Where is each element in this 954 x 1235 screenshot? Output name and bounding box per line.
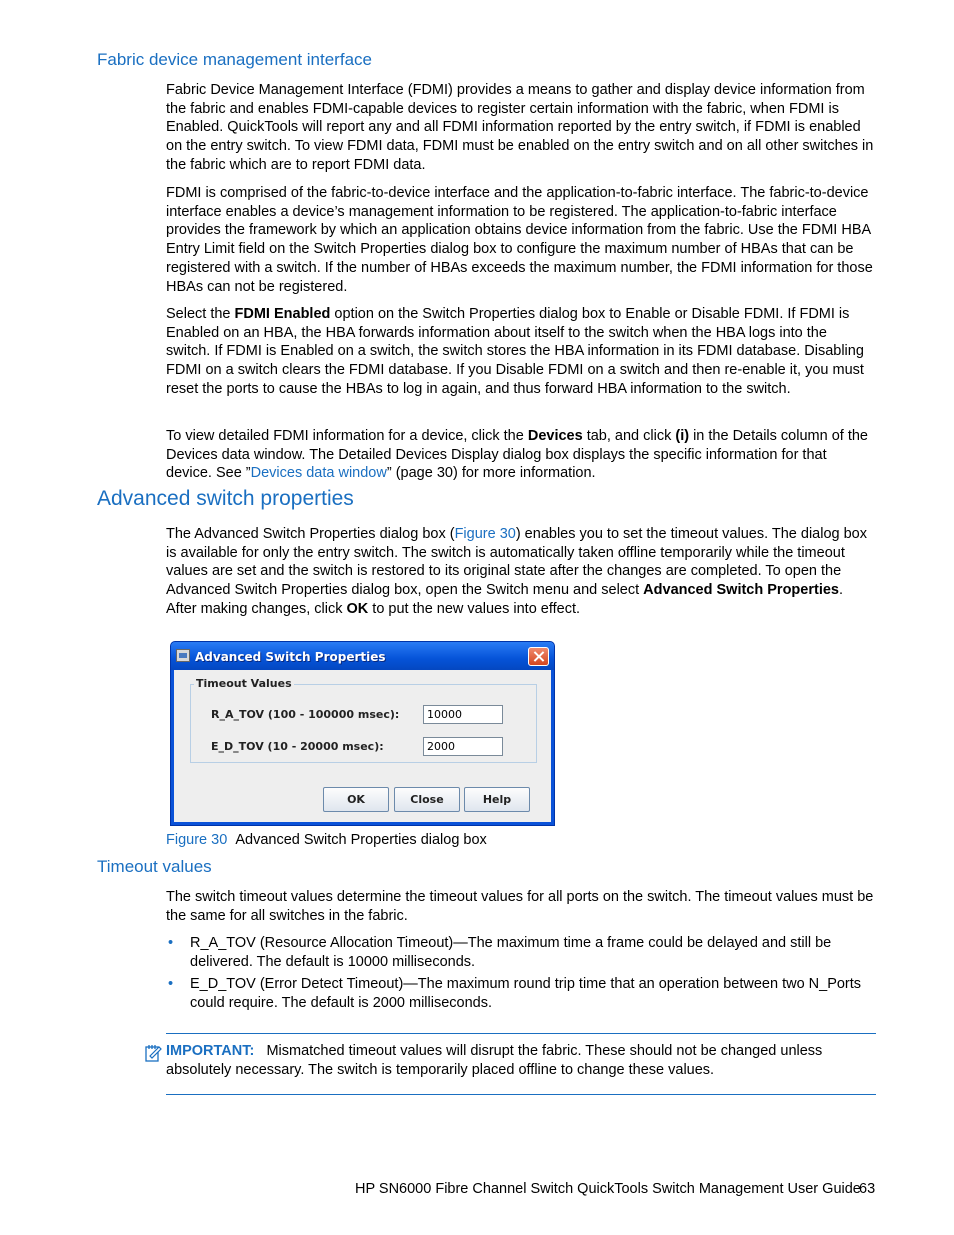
bold-term: Advanced Switch Properties <box>643 582 839 599</box>
text-run: ) enables you to set the timeout values. The dialog box is available for only the entry switch. The switch is automatically taken offline temporarily while the timeout values are set and the switch is restored to its original state after the changes are completed. To open the Advanced Switch Properties dialog box, open the Switch menu and select <box>166 526 867 599</box>
fdmi-paragraph-4 <box>166 427 874 483</box>
timeout-paragraph-1 <box>166 888 874 925</box>
bold-term: FDMI Enabled <box>234 306 331 322</box>
list-item <box>166 975 874 1012</box>
help-button[interactable]: Help <box>464 787 530 812</box>
text-run: in the Details column of the Devices data window. The Detailed Devices Display dialog box displays the specific information for that device. See ” <box>166 428 868 482</box>
r-a-tov-input[interactable]: 10000 <box>423 705 503 724</box>
timeout-bullet-list <box>166 934 874 1013</box>
paragraph-text: FDMI is comprised of the fabric-to-device interface and the application-to-fabric interface. The fabric-to-device interface enables a device’s management information to be registered. The application-to-fabric interface provides the framework by which an application obtains device information from the fabric. Use the FDMI HBA Entry Limit field on the Switch Properties dialog box to configure the maximum number of HBAs that can be registered with a switch. If the number of HBAs exceeds the maximum number, the FDMI information for those HBAs can not be registered. <box>166 185 873 295</box>
list-item <box>166 934 874 971</box>
dialog-body <box>174 670 551 822</box>
text-run: tab, and click <box>582 428 676 444</box>
important-label: IMPORTANT: <box>166 1043 255 1059</box>
bullet-marker: • <box>168 976 174 993</box>
text-run: ” (page 30) for more information. <box>386 465 596 482</box>
fdmi-paragraph-2 <box>166 184 874 296</box>
figure-caption <box>166 831 487 850</box>
dialog-title-bar[interactable] <box>171 642 554 670</box>
text-run: To view detailed FDMI information for a device, click the <box>166 428 528 444</box>
close-icon[interactable] <box>528 647 549 666</box>
section-heading-fdmi: Fabric device management interface <box>97 50 372 69</box>
important-top-rule <box>166 1033 876 1034</box>
bold-term: OK <box>346 600 369 617</box>
paragraph-text <box>166 305 874 399</box>
bold-term: Devices <box>527 428 583 444</box>
section-heading-timeout: Timeout values <box>97 857 212 876</box>
paragraph-text <box>166 525 874 619</box>
java-app-icon <box>176 649 190 662</box>
text-run: The Advanced Switch Properties dialog box ( <box>166 526 455 542</box>
text-run: option on the Switch Properties dialog box to Enable or Disable FDMI. If FDMI is Enabled on an HBA, the HBA forwards information about itself to the switch when the HBA logs into the switch. If FDMI is Enabled on a switch, the switch stores the HBA information in its FDMI database. Disabling FDMI on a switch clears the FDMI database. If you Disable FDMI on a switch and then re-enable it, you must reset the ports to cause the HBAs to log in again, and thus forward HBA information to the switch. <box>166 306 864 397</box>
paragraph-text: Fabric Device Management Interface (FDMI) provides a means to gather and display device information from the fabric and enables FDMI-capable devices to register certain information with the fabric, when FDMI is Enabled. QuickTools will report any and all FDMI information reported by the entry switch, if FDMI is enabled on the entry switch. To view FDMI data, FDMI must be enabled on the entry switch and on all other switches in the fabric which are to report FDMI data. <box>166 82 874 173</box>
advanced-paragraph-1 <box>166 525 874 619</box>
e-d-tov-label: E_D_TOV (10 - 20000 msec): <box>211 740 384 753</box>
important-note-icon <box>143 1043 163 1063</box>
close-button[interactable]: Close <box>394 787 460 812</box>
advanced-switch-properties-dialog <box>170 641 555 826</box>
devices-data-window-link[interactable]: Devices data window <box>250 465 387 482</box>
list-item-text: E_D_TOV (Error Detect Timeout)—The maximum round trip time that an operation between two N_Ports could require. The default is 2000 milliseconds. <box>190 976 862 1012</box>
paragraph-text <box>166 1042 874 1079</box>
figure-number: Figure 30 <box>166 832 228 848</box>
fdmi-paragraph-3 <box>166 305 874 399</box>
important-note <box>166 1042 874 1079</box>
footer-title: HP SN6000 Fibre Channel Switch QuickTools Switch Management User Guide <box>355 1181 861 1197</box>
figure-caption-text: Advanced Switch Properties dialog box <box>235 832 487 848</box>
section-heading-advanced: Advanced switch properties <box>97 487 354 510</box>
text-run: to put the new values into effect. <box>368 600 581 617</box>
bold-term: (i) <box>675 428 690 444</box>
text-run: Select the <box>166 306 235 322</box>
paragraph-text: The switch timeout values determine the timeout values for all ports on the switch. The timeout values must be the same for all switches in the fabric. <box>166 889 874 924</box>
important-text: Mismatched timeout values will disrupt the fabric. These should not be changed unless absolutely necessary. The switch is temporarily placed offline to change these values. <box>166 1043 823 1078</box>
dialog-title: Advanced Switch Properties <box>195 650 386 664</box>
r-a-tov-label: R_A_TOV (100 - 100000 msec): <box>211 708 400 721</box>
timeout-values-label: Timeout Values <box>196 677 292 690</box>
bullet-marker: • <box>168 935 174 951</box>
list-item-text: R_A_TOV (Resource Allocation Timeout)—The maximum time a frame could be delayed and still be delivered. The default is 10000 milliseconds. <box>190 935 832 970</box>
text-run: . After making changes, click <box>166 582 844 617</box>
important-bottom-rule <box>166 1094 876 1095</box>
e-d-tov-input[interactable]: 2000 <box>423 737 503 756</box>
figure-30-link[interactable]: Figure 30 <box>454 526 516 542</box>
paragraph-text <box>166 427 874 483</box>
fdmi-paragraph-1 <box>166 81 874 175</box>
page-number: 63 <box>859 1181 876 1197</box>
ok-button[interactable]: OK <box>323 787 389 812</box>
